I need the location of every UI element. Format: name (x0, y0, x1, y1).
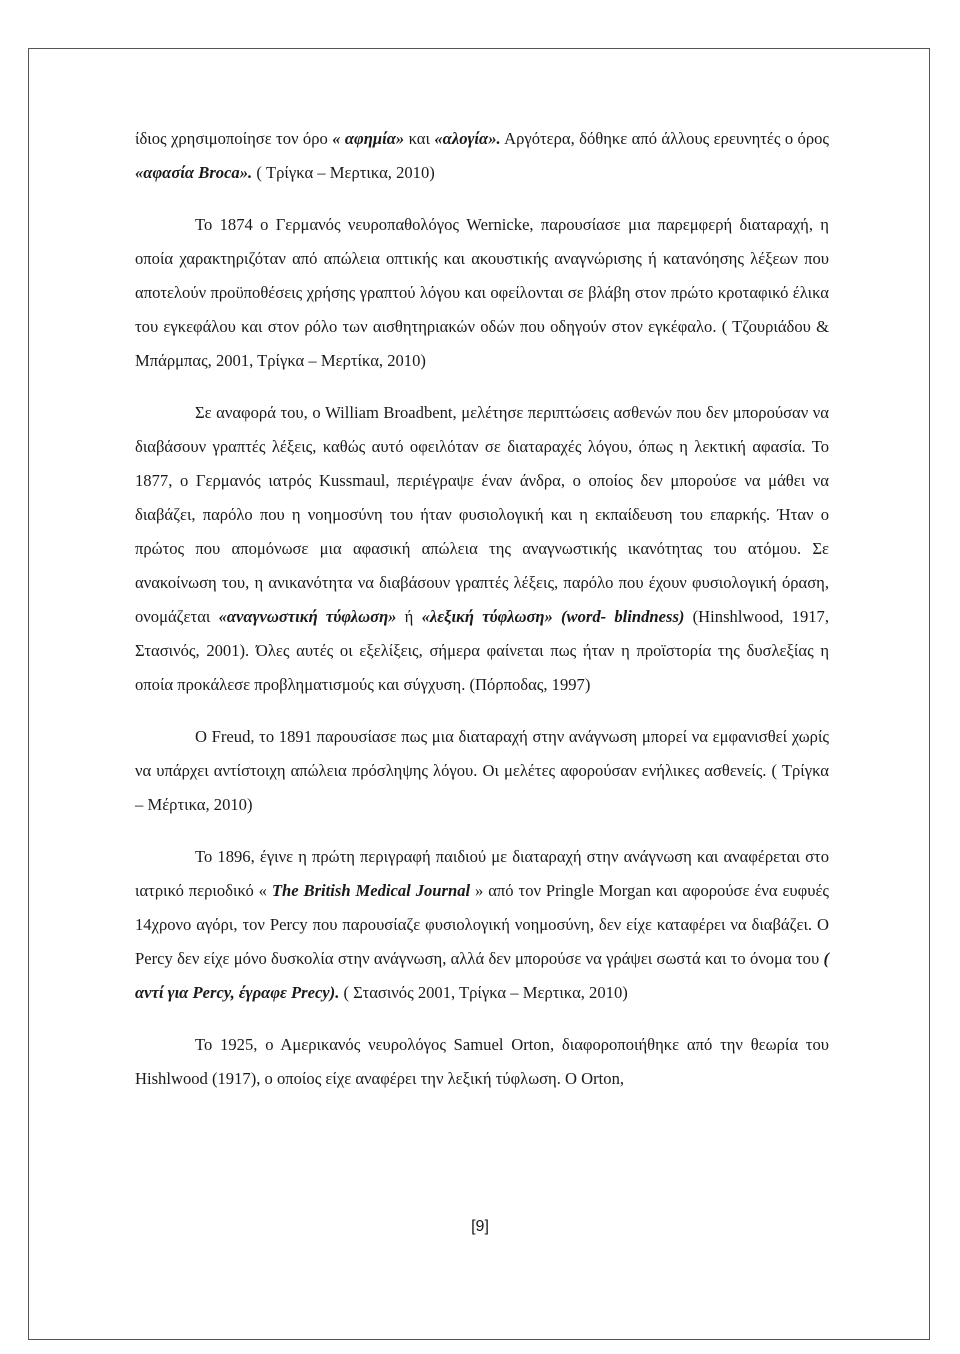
page-number: [9] (471, 1218, 489, 1235)
paragraph (135, 720, 829, 822)
text-run: Σε αναφορά του, ο William Broadbent, μελέτησε περιπτώσεις ασθενών που δεν μπορούσαν να διαβάσουν γραπτές λέξεις, καθώς αυτό οφειλόταν σε διαταραχές λόγου, όπως η λεκτική αφασία. Το 1877, ο Γερμανός ιατρός Kussmaul, περιέγραψε έναν άνδρα, ο οποίος δεν μπορούσε να μάθει να διαβάζει, παρόλο που η νοημοσύνη του ήταν φυσιολογική και η εκπαίδευση του επαρκής. Ήταν ο πρώτος που απομόνωσε μια αφασική απώλεια της αναγνωστικής ικανότητας του ατόμου. Σε ανακοίνωση του, η ανικανότητα να διαβάσουν γραπτές λέξεις, παρόλο που έχουν φυσιολογική όραση, ονομάζεται (135, 403, 829, 626)
text-run: και (404, 129, 435, 148)
emphasized-text: «αλογία». (434, 129, 501, 148)
paragraph (135, 840, 829, 1010)
emphasized-text: «λεξική τύφλωση» (word- blindness) (421, 607, 685, 626)
emphasized-text: «αφασία Broca». (135, 163, 253, 182)
paragraph (135, 1028, 829, 1096)
paragraph (135, 208, 829, 378)
text-run: Το 1896, έγινε η πρώτη περιγραφή παιδιού με διαταραχή στην ανάγνωση και αναφέρεται στο ιατρικό περιοδικό « (135, 847, 829, 900)
text-run: ( Τρίγκα – Μερτικα, 2010) (252, 163, 435, 182)
text-run: Το 1925, ο Αμερικανός νευρολόγος Samuel Orton, διαφοροποιήθηκε από την θεωρία του Hishlwood (1917), ο οποίος είχε αναφέρει την λεξική τύφλωση. Ο Orton, (135, 1035, 829, 1088)
text-run: ίδιος χρησιμοποίησε τον όρο (135, 129, 333, 148)
text-run: (Hinshlwood, 1917, Στασινός, 2001). Όλες αυτές οι εξελίξεις, σήμερα φαίνεται πως ήταν η προϊστορία της δυσλεξίας η οποία προκάλεσε προβληματισμούς και σύγχυση. (Πόρποδας, 1997) (135, 607, 829, 694)
document-body (135, 122, 829, 1096)
emphasized-text: «αναγνωστική τύφλωση» (218, 607, 397, 626)
text-run: Ο Freud, το 1891 παρουσίασε πως μια διαταραχή στην ανάγνωση μπορεί να εμφανισθεί χωρίς να υπάρχει αντίστοιχη απώλεια πρόσληψης λόγου. Οι μελέτες αφορούσαν ενήλικες ασθενείς. ( Τρίγκα – Μέρτικα, 2010) (135, 727, 829, 814)
text-run: Το 1874 ο Γερμανός νευροπαθολόγος Wernicke, παρουσίασε μια παρεμφερή διαταραχή, η οποία χαρακτηριζόταν από απώλεια οπτικής και ακουστικής αναγνώρισης ή κατανόησης λέξεων που αποτελούν προϋποθέσεις χρήσης γραπτού λόγου και οφείλονται σε βλάβη στον πρώτο κροταφικό έλικα του εγκεφάλου και στον ρόλο των αισθητηριακών οδών που οδηγούν στον εγκέφαλο. ( Τζουριάδου & Μπάρμπας, 2001, Τρίγκα – Μερτίκα, 2010) (135, 215, 829, 370)
paragraph (135, 122, 829, 190)
emphasized-text: ( αντί για Percy, έγραφε Precy). (135, 949, 829, 1002)
text-run: ( Στασινός 2001, Τρίγκα – Μερτικα, 2010) (339, 983, 628, 1002)
text-run: ή (396, 607, 422, 626)
text-run: » από τον Pringle Morgan και αφορούσε ένα ευφυές 14χρονο αγόρι, τον Percy που παρουσίαζε φυσιολογική νοημοσύνη, δεν είχε καταφέρει να διαβάζει. Ο Percy δεν είχε μόνο δυσκολία στην ανάγνωση, αλλά δεν μπορούσε να γράψει σωστά και το όνομα του (135, 881, 829, 968)
emphasized-text: « αφημία» (332, 129, 405, 148)
paragraph (135, 396, 829, 702)
text-run: Αργότερα, δόθηκε από άλλους ερευνητές ο όρος (500, 129, 829, 148)
emphasized-text: The British Medical Journal (271, 881, 471, 900)
